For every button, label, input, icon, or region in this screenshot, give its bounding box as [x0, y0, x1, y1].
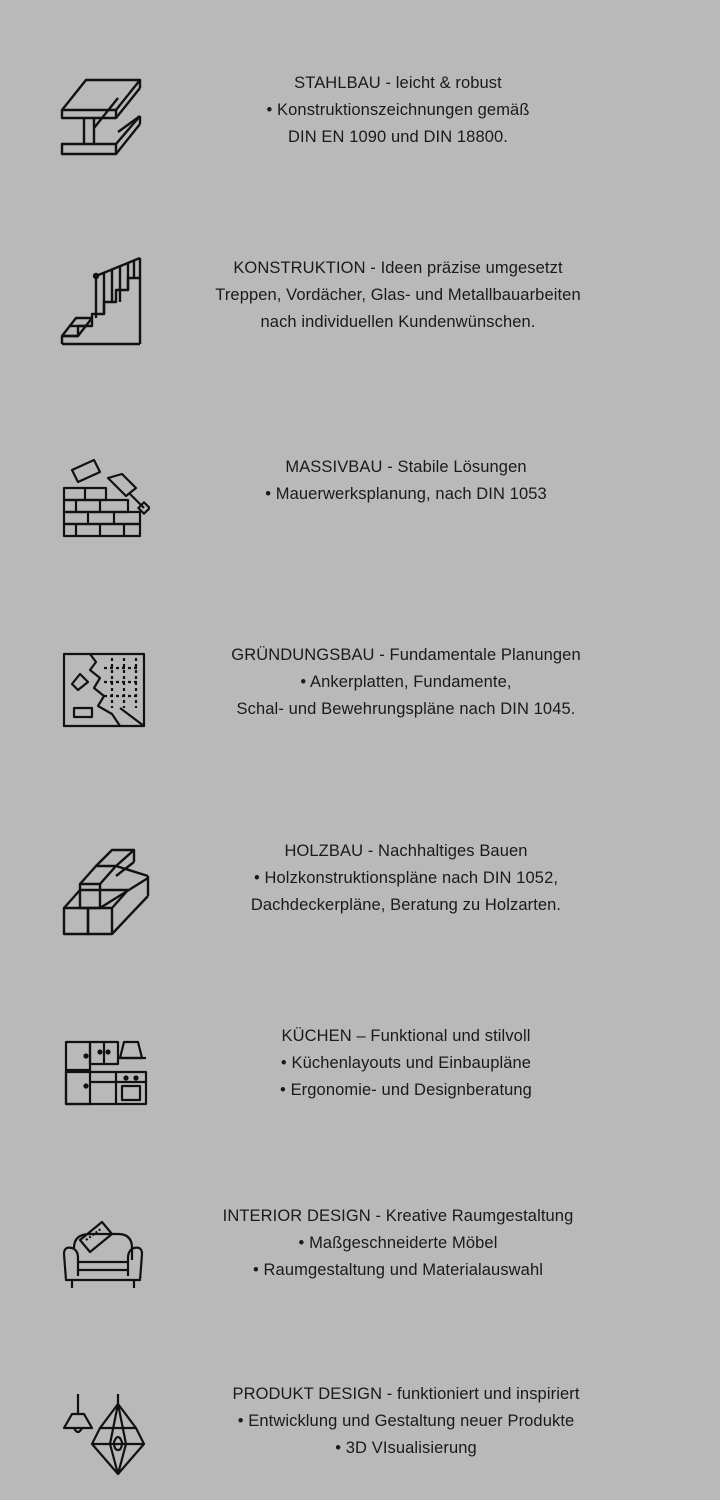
service-text	[178, 255, 618, 336]
service-text	[186, 838, 626, 919]
service-title: PRODUKT DESIGN - funktioniert und inspiriert	[232, 1385, 580, 1403]
brick-wall-trowel-icon	[60, 456, 150, 546]
armchair-icon	[58, 1214, 148, 1304]
service-line: • Maßgeschneiderte Möbel	[298, 1234, 498, 1252]
service-line: Dachdeckerpläne, Beratung zu Holzarten.	[250, 896, 562, 914]
service-title: HOLZBAU - Nachhaltiges Bauen	[284, 842, 528, 860]
service-text	[186, 1023, 626, 1104]
timber-beams-icon	[60, 848, 150, 938]
service-line: Treppen, Vordächer, Glas- und Metallbauarbeiten	[215, 286, 581, 304]
service-title: KÜCHEN – Funktional und stilvoll	[281, 1027, 531, 1045]
service-title: INTERIOR DESIGN - Kreative Raumgestaltung	[222, 1207, 574, 1225]
service-text	[186, 454, 626, 508]
service-line: Schal- und Bewehrungspläne nach DIN 1045.	[236, 700, 576, 718]
service-line: • Ergonomie- und Designberatung	[280, 1081, 532, 1099]
service-title: STAHLBAU - leicht & robust	[294, 74, 502, 92]
service-line: • Holzkonstruktionspläne nach DIN 1052,	[253, 869, 559, 887]
service-title: MASSIVBAU - Stabile Lösungen	[285, 458, 527, 476]
service-title: KONSTRUKTION - Ideen präzise umgesetzt	[233, 259, 563, 277]
service-text	[186, 1381, 626, 1462]
service-line: • Raumgestaltung und Materialauswahl	[252, 1261, 544, 1279]
pendant-lamps-icon	[60, 1392, 150, 1482]
service-text	[178, 70, 618, 151]
foundation-rebar-icon	[60, 648, 150, 738]
service-text	[186, 642, 626, 723]
service-line: nach individuellen Kundenwünschen.	[260, 313, 536, 331]
staircase-icon	[56, 256, 146, 346]
service-text	[178, 1203, 618, 1284]
service-line: • Entwicklung und Gestaltung neuer Produkte	[237, 1412, 575, 1430]
service-line: • Ankerplatten, Fundamente,	[300, 673, 512, 691]
kitchen-cabinets-icon	[62, 1036, 152, 1126]
service-line: DIN EN 1090 und DIN 18800.	[288, 128, 508, 146]
service-title: GRÜNDUNGSBAU - Fundamentale Planungen	[231, 646, 581, 664]
service-line: • Konstruktionszeichnungen gemäß	[266, 101, 530, 119]
service-line: • Küchenlayouts und Einbaupläne	[280, 1054, 532, 1072]
service-line: • 3D VIsualisierung	[335, 1439, 477, 1457]
service-line: • Mauerwerksplanung, nach DIN 1053	[265, 485, 547, 503]
steel-beam-icon	[56, 72, 146, 162]
